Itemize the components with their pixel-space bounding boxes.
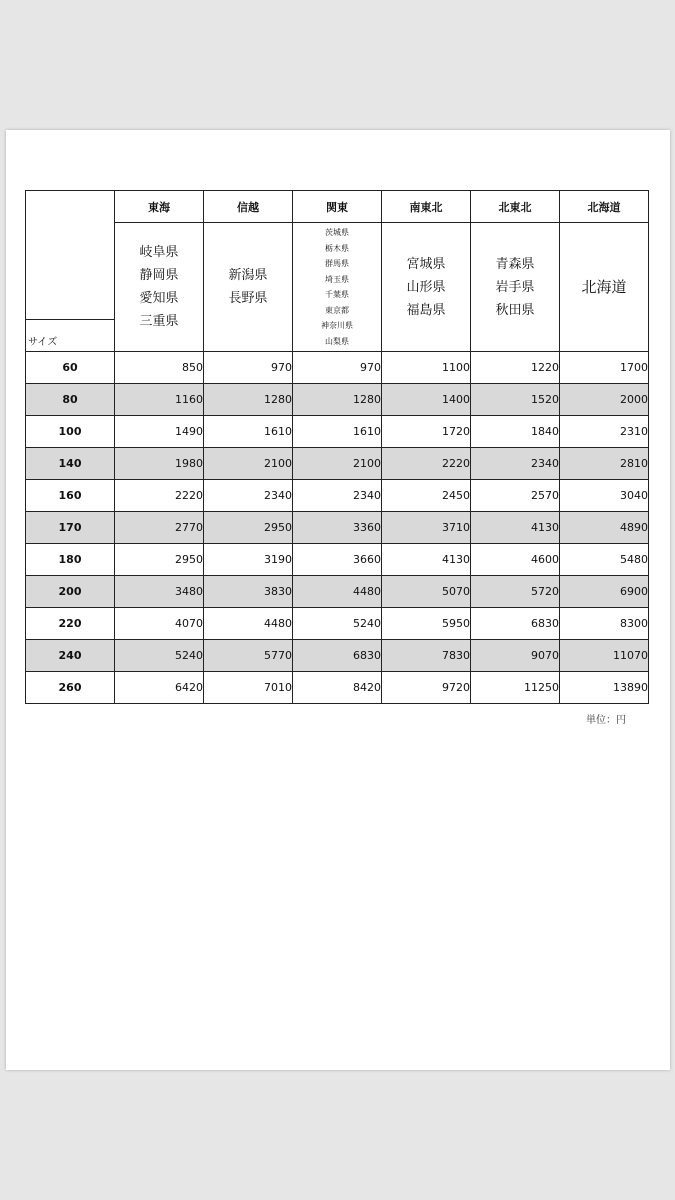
region-header: 信越 bbox=[204, 191, 293, 223]
price-cell: 5240 bbox=[115, 640, 204, 672]
prefecture-name: 青森県 bbox=[495, 256, 535, 272]
prefecture-name: 静岡県 bbox=[139, 268, 179, 283]
price-cell: 1980 bbox=[115, 448, 204, 480]
price-cell: 4480 bbox=[204, 608, 293, 640]
price-cell: 9720 bbox=[382, 672, 471, 704]
prefecture-name: 千葉県 bbox=[325, 290, 349, 299]
price-cell: 8300 bbox=[560, 608, 649, 640]
price-cell: 3830 bbox=[204, 576, 293, 608]
size-cell: 80 bbox=[26, 384, 115, 416]
price-cell: 4600 bbox=[471, 544, 560, 576]
prefecture-name: 栃木県 bbox=[325, 243, 349, 253]
price-cell: 2570 bbox=[471, 480, 560, 512]
size-column-label: サイズ bbox=[28, 337, 58, 348]
prefecture-name: 福島県 bbox=[406, 302, 446, 318]
price-cell: 5720 bbox=[471, 576, 560, 608]
price-cell: 9070 bbox=[471, 640, 560, 672]
price-cell: 850 bbox=[115, 352, 204, 384]
price-cell: 7010 bbox=[204, 672, 293, 704]
table-row bbox=[26, 672, 649, 704]
size-cell: 200 bbox=[26, 576, 115, 608]
table-row bbox=[26, 384, 649, 416]
prefecture-list-shinetsu bbox=[204, 223, 293, 352]
table-row bbox=[26, 544, 649, 576]
unit-note: 単位：円 bbox=[586, 715, 626, 726]
price-cell: 5070 bbox=[382, 576, 471, 608]
size-cell: 240 bbox=[26, 640, 115, 672]
shipping-rate-table bbox=[25, 190, 649, 704]
price-cell: 5950 bbox=[382, 608, 471, 640]
price-cell: 5770 bbox=[204, 640, 293, 672]
price-cell: 3190 bbox=[204, 544, 293, 576]
size-cell: 220 bbox=[26, 608, 115, 640]
price-cell: 2000 bbox=[560, 384, 649, 416]
price-cell: 1720 bbox=[382, 416, 471, 448]
size-cell: 140 bbox=[26, 448, 115, 480]
price-cell: 4130 bbox=[382, 544, 471, 576]
price-cell: 4890 bbox=[560, 512, 649, 544]
table-row bbox=[26, 352, 649, 384]
price-cell: 3480 bbox=[115, 576, 204, 608]
price-cell: 2340 bbox=[471, 448, 560, 480]
prefecture-list-kanto bbox=[293, 223, 382, 352]
prefecture-row bbox=[26, 223, 649, 352]
table-row bbox=[26, 512, 649, 544]
price-cell: 3360 bbox=[293, 512, 382, 544]
price-cell: 3040 bbox=[560, 480, 649, 512]
price-cell: 11250 bbox=[471, 672, 560, 704]
region-header: 関東 bbox=[293, 191, 382, 223]
prefecture-name: 岩手県 bbox=[495, 279, 535, 295]
price-cell: 1520 bbox=[471, 384, 560, 416]
price-cell: 2340 bbox=[293, 480, 382, 512]
price-cell: 2100 bbox=[293, 448, 382, 480]
price-cell: 970 bbox=[204, 352, 293, 384]
price-cell: 2100 bbox=[204, 448, 293, 480]
price-cell: 2950 bbox=[204, 512, 293, 544]
price-cell: 5240 bbox=[293, 608, 382, 640]
table-row bbox=[26, 608, 649, 640]
prefecture-name: 埼玉県 bbox=[325, 274, 349, 284]
prefecture-name: 新潟県 bbox=[228, 268, 268, 283]
price-cell: 6900 bbox=[560, 576, 649, 608]
price-cell: 6830 bbox=[293, 640, 382, 672]
price-cell: 1840 bbox=[471, 416, 560, 448]
table-row bbox=[26, 480, 649, 512]
price-cell: 1610 bbox=[204, 416, 293, 448]
rate-body bbox=[26, 352, 649, 704]
price-cell: 2450 bbox=[382, 480, 471, 512]
table-row bbox=[26, 448, 649, 480]
size-cell: 170 bbox=[26, 512, 115, 544]
price-cell: 5480 bbox=[560, 544, 649, 576]
region-header: 東海 bbox=[115, 191, 204, 223]
price-cell: 2220 bbox=[115, 480, 204, 512]
price-cell: 4130 bbox=[471, 512, 560, 544]
prefecture-name: 茨城県 bbox=[325, 228, 349, 237]
price-cell: 6420 bbox=[115, 672, 204, 704]
size-cell: 100 bbox=[26, 416, 115, 448]
size-cell: 180 bbox=[26, 544, 115, 576]
price-cell: 6830 bbox=[471, 608, 560, 640]
price-cell: 3710 bbox=[382, 512, 471, 544]
price-cell: 1400 bbox=[382, 384, 471, 416]
prefecture-name: 山梨県 bbox=[325, 336, 349, 346]
price-cell: 8420 bbox=[293, 672, 382, 704]
prefecture-list-kita-tohoku bbox=[471, 223, 560, 352]
price-cell: 1700 bbox=[560, 352, 649, 384]
prefecture-list-tokai bbox=[115, 223, 204, 352]
price-cell: 2340 bbox=[204, 480, 293, 512]
price-cell: 1280 bbox=[204, 384, 293, 416]
region-header: 北海道 bbox=[560, 191, 649, 223]
table-row bbox=[26, 576, 649, 608]
price-cell: 2220 bbox=[382, 448, 471, 480]
region-header: 南東北 bbox=[382, 191, 471, 223]
price-cell: 1100 bbox=[382, 352, 471, 384]
price-cell: 2950 bbox=[115, 544, 204, 576]
region-header-row bbox=[26, 191, 649, 223]
price-cell: 11070 bbox=[560, 640, 649, 672]
prefecture-name: 北海道 bbox=[581, 277, 627, 296]
price-cell: 3660 bbox=[293, 544, 382, 576]
price-cell: 2770 bbox=[115, 512, 204, 544]
price-cell: 1220 bbox=[471, 352, 560, 384]
prefecture-name: 東京都 bbox=[325, 305, 349, 315]
size-cell: 160 bbox=[26, 480, 115, 512]
price-cell: 1610 bbox=[293, 416, 382, 448]
prefecture-name: 群馬県 bbox=[325, 259, 349, 268]
prefecture-name: 秋田県 bbox=[495, 302, 535, 318]
price-cell: 1490 bbox=[115, 416, 204, 448]
price-cell: 4070 bbox=[115, 608, 204, 640]
prefecture-name: 長野県 bbox=[228, 291, 268, 306]
table-row bbox=[26, 640, 649, 672]
prefecture-list-hokkaido bbox=[560, 223, 649, 352]
prefecture-list-minami-tohoku bbox=[382, 223, 471, 352]
size-header-cell bbox=[26, 191, 115, 352]
price-cell: 970 bbox=[293, 352, 382, 384]
price-cell: 13890 bbox=[560, 672, 649, 704]
prefecture-name: 山形県 bbox=[406, 279, 446, 295]
document-sheet bbox=[6, 130, 670, 1070]
prefecture-name: 岐阜県 bbox=[139, 245, 179, 260]
prefecture-name: 神奈川県 bbox=[321, 321, 353, 330]
price-cell: 2310 bbox=[560, 416, 649, 448]
price-cell: 4480 bbox=[293, 576, 382, 608]
size-cell: 60 bbox=[26, 352, 115, 384]
prefecture-name: 宮城県 bbox=[406, 256, 446, 272]
table-row bbox=[26, 416, 649, 448]
price-cell: 1160 bbox=[115, 384, 204, 416]
size-cell: 260 bbox=[26, 672, 115, 704]
price-cell: 2810 bbox=[560, 448, 649, 480]
price-cell: 7830 bbox=[382, 640, 471, 672]
price-cell: 1280 bbox=[293, 384, 382, 416]
region-header: 北東北 bbox=[471, 191, 560, 223]
prefecture-name: 三重県 bbox=[139, 314, 179, 329]
prefecture-name: 愛知県 bbox=[139, 291, 179, 306]
